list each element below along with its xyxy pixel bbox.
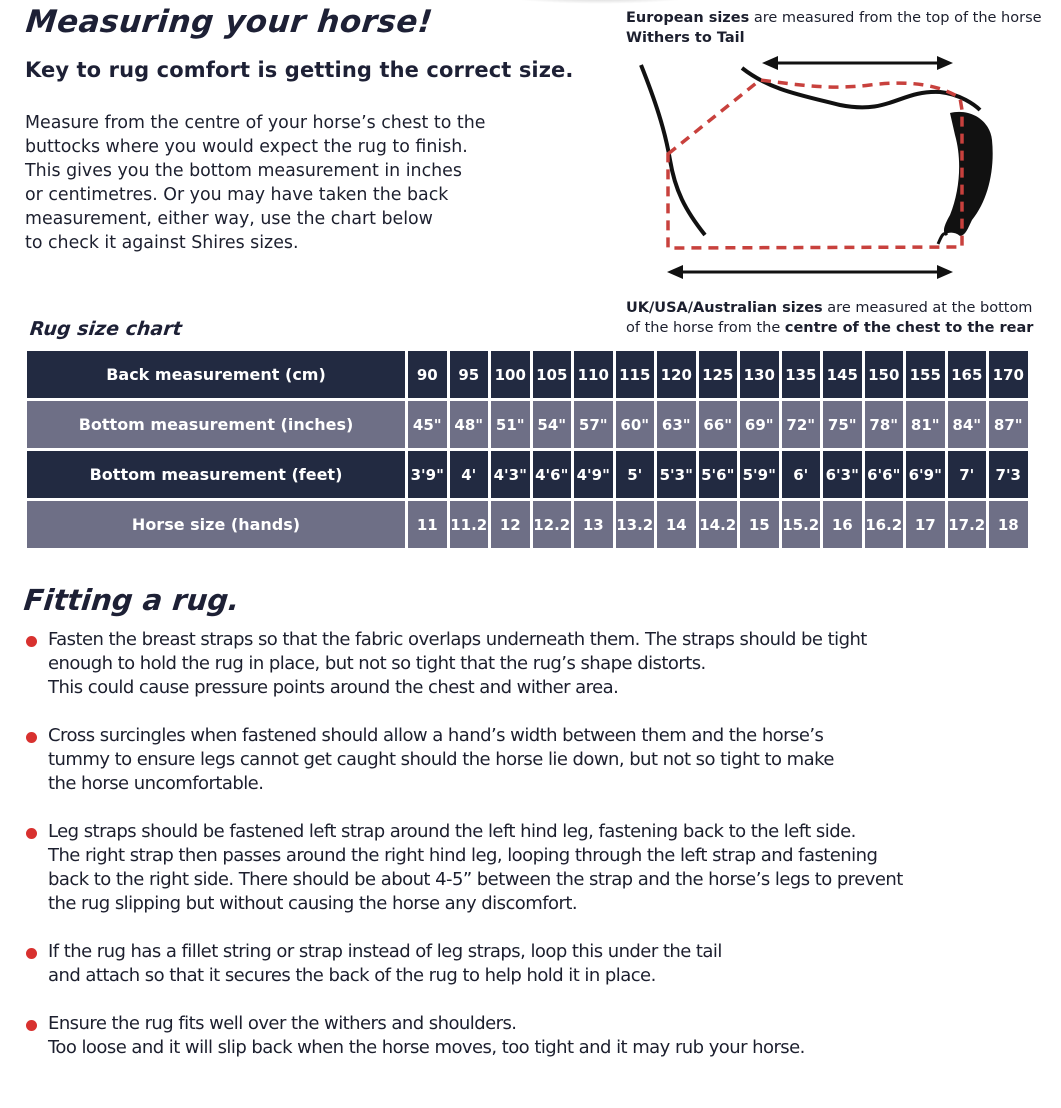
table-cell: 17.2 [948, 501, 987, 548]
bullet-dot-icon [26, 828, 37, 839]
bullet-text [48, 628, 867, 700]
table-cell: 4'6" [533, 451, 572, 498]
row-label: Bottom measurement (inches) [27, 401, 405, 448]
table-cell: 54" [533, 401, 572, 448]
row-label: Back measurement (cm) [27, 351, 405, 398]
table-cell: 16.2 [865, 501, 904, 548]
table-cell: 48" [450, 401, 489, 448]
uk-line2-start: of the horse from the [626, 320, 785, 336]
table-cell: 15.2 [782, 501, 821, 548]
table-cell: 165 [948, 351, 987, 398]
table-cell: 18 [989, 501, 1028, 548]
table-cell: 110 [574, 351, 613, 398]
table-cell: 7'3 [989, 451, 1028, 498]
bullet-text [48, 820, 903, 916]
table-row [27, 451, 1028, 498]
decorative-shadow [500, 0, 700, 4]
bullet-line: and attach so that it secures the back of the rug to help hold it in place. [48, 965, 656, 986]
bullet-line: enough to hold the rug in place, but not so tight that the rug’s shape distorts. [48, 653, 706, 674]
table-cell: 5'3" [657, 451, 696, 498]
chest-to-rear-arrow-icon [667, 265, 953, 279]
table-cell: 11.2 [450, 501, 489, 548]
table-cell: 4'3" [491, 451, 530, 498]
table-cell: 12 [491, 501, 530, 548]
table-cell: 6'9" [906, 451, 945, 498]
bullet-dot-icon [26, 636, 37, 647]
table-cell: 155 [906, 351, 945, 398]
eu-line2-text: Withers to Tail [626, 30, 745, 46]
table-cell: 6'3" [823, 451, 862, 498]
bullet-line: Fasten the breast straps so that the fabric overlaps underneath them. The straps should be tight [48, 629, 867, 650]
size-chart-title: Rug size chart [28, 318, 183, 340]
horse-back-outline [742, 68, 980, 110]
table-cell: 81" [906, 401, 945, 448]
uk-sizes-note [626, 298, 1033, 338]
table-cell: 130 [740, 351, 779, 398]
table-cell: 12.2 [533, 501, 572, 548]
table-cell: 100 [491, 351, 530, 398]
table-cell: 135 [782, 351, 821, 398]
bullet-dot-icon [26, 732, 37, 743]
bullet-text [48, 1012, 805, 1060]
eu-bold-text: European sizes [626, 10, 750, 26]
table-cell: 57" [574, 401, 613, 448]
table-cell: 170 [989, 351, 1028, 398]
bullet-line: the rug slipping but without causing the horse any discomfort. [48, 893, 578, 914]
bullet-line: Leg straps should be fastened left strap around the left hind leg, fastening back to the left side. [48, 821, 856, 842]
uk-line2-bold: centre of the chest to the rear [784, 320, 1034, 336]
table-cell: 75" [823, 401, 862, 448]
page-title: Measuring your horse! [24, 4, 435, 40]
bullet-line: This could cause pressure points around the chest and wither area. [48, 677, 619, 698]
table-cell: 6' [782, 451, 821, 498]
table-cell: 150 [865, 351, 904, 398]
table-cell: 69" [740, 401, 779, 448]
page-subtitle: Key to rug comfort is getting the correct size. [25, 58, 574, 82]
eu-rest-text: are measured from the top of the horse [749, 10, 1042, 26]
intro-line: or centimetres. Or you may have taken the back [25, 185, 449, 205]
bullet-line: The right strap then passes around the right hind leg, looping through the left strap and fastening [48, 845, 878, 866]
table-cell: 14.2 [699, 501, 738, 548]
table-cell: 105 [533, 351, 572, 398]
measurement-dashed-outline [668, 80, 962, 248]
table-cell: 90 [408, 351, 447, 398]
intro-line: Measure from the centre of your horse’s chest to the [25, 113, 486, 133]
table-cell: 60" [616, 401, 655, 448]
table-cell: 7' [948, 451, 987, 498]
table-cell: 4'9" [574, 451, 613, 498]
table-cell: 4' [450, 451, 489, 498]
horse-measurement-diagram [610, 50, 1050, 290]
table-row [27, 351, 1028, 398]
table-cell: 17 [906, 501, 945, 548]
table-cell: 5' [616, 451, 655, 498]
table-cell: 78" [865, 401, 904, 448]
table-cell: 87" [989, 401, 1028, 448]
table-cell: 16 [823, 501, 862, 548]
table-cell: 6'6" [865, 451, 904, 498]
intro-line: This gives you the bottom measurement in inches [25, 161, 462, 181]
intro-paragraph [25, 111, 545, 255]
table-cell: 84" [948, 401, 987, 448]
table-cell: 5'9" [740, 451, 779, 498]
table-cell: 63" [657, 401, 696, 448]
table-cell: 125 [699, 351, 738, 398]
table-cell: 13.2 [616, 501, 655, 548]
bullet-line: Cross surcingles when fastened should allow a hand’s width between them and the horse’s [48, 725, 824, 746]
bullet-line: Ensure the rug fits well over the withers and shoulders. [48, 1013, 517, 1034]
bullet-line: back to the right side. There should be about 4-5” between the strap and the horse’s legs to prevent [48, 869, 903, 890]
bullet-line: Too loose and it will slip back when the horse moves, too tight and it may rub your horse. [48, 1037, 805, 1058]
fitting-title: Fitting a rug. [22, 583, 242, 617]
table-row [27, 501, 1028, 548]
bullet-line: If the rug has a fillet string or strap instead of leg straps, loop this under the tail [48, 941, 722, 962]
table-cell: 145 [823, 351, 862, 398]
intro-line: measurement, either way, use the chart below [25, 209, 433, 229]
bullet-dot-icon [26, 1020, 37, 1031]
table-cell: 45" [408, 401, 447, 448]
bullet-text [48, 940, 722, 988]
rug-size-table [24, 348, 1031, 551]
european-sizes-note [626, 8, 1042, 48]
table-cell: 5'6" [699, 451, 738, 498]
intro-line: to check it against Shires sizes. [25, 233, 299, 253]
table-cell: 51" [491, 401, 530, 448]
table-cell: 66" [699, 401, 738, 448]
withers-to-tail-arrow-icon [762, 56, 953, 70]
table-cell: 95 [450, 351, 489, 398]
bullet-text [48, 724, 834, 796]
table-cell: 3'9" [408, 451, 447, 498]
uk-rest-text: are measured at the bottom [822, 300, 1033, 316]
table-cell: 11 [408, 501, 447, 548]
table-cell: 13 [574, 501, 613, 548]
uk-bold-text: UK/USA/Australian sizes [626, 300, 823, 316]
table-row [27, 401, 1028, 448]
table-cell: 15 [740, 501, 779, 548]
table-cell: 120 [657, 351, 696, 398]
intro-line: buttocks where you would expect the rug to finish. [25, 137, 468, 157]
table-cell: 14 [657, 501, 696, 548]
bullet-line: tummy to ensure legs cannot get caught should the horse lie down, but not so tight to make [48, 749, 834, 770]
horse-tail-icon [944, 112, 993, 236]
table-cell: 115 [616, 351, 655, 398]
table-cell: 72" [782, 401, 821, 448]
row-label: Horse size (hands) [27, 501, 405, 548]
bullet-dot-icon [26, 948, 37, 959]
row-label: Bottom measurement (feet) [27, 451, 405, 498]
bullet-line: the horse uncomfortable. [48, 773, 264, 794]
